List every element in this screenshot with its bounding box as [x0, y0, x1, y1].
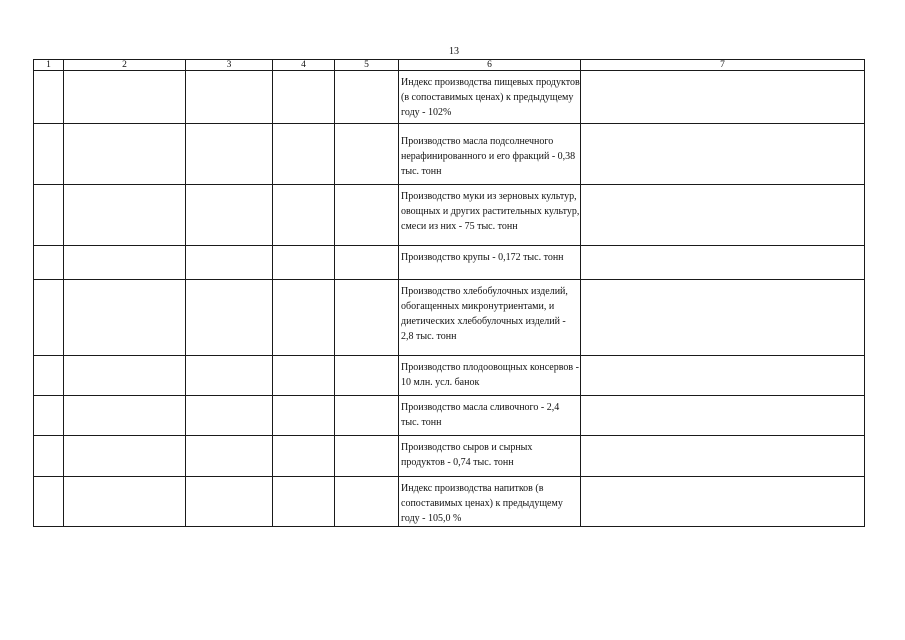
column-header-1: 1	[34, 60, 64, 71]
indicator-description: Производство хлебобулочных изделий, обогащенных микронутриентами, и диетических хлебобулочных изделий - 2,8 тыс. тонн	[399, 280, 581, 356]
indicator-description: Производство муки из зерновых культур, овощных и других растительных культур, смеси из них - 75 тыс. тонн	[399, 185, 581, 246]
table-row	[34, 396, 865, 436]
indicator-description: Производство плодоовощных консервов - 10 млн. усл. банок	[399, 356, 581, 396]
indicator-description: Индекс производства пищевых продуктов (в сопоставимых ценах) к предыдущему году - 102%	[399, 71, 581, 124]
column-header-5: 5	[335, 60, 399, 71]
table-row	[34, 246, 865, 280]
column-header-3: 3	[186, 60, 273, 71]
table-row	[34, 71, 865, 124]
page-number: 13	[449, 46, 459, 57]
table-row	[34, 477, 865, 527]
table-row	[34, 124, 865, 185]
indicator-description: Индекс производства напитков (в сопоставимых ценах) к предыдущему году - 105,0 %	[399, 477, 581, 527]
indicators-table	[33, 59, 865, 527]
table-row	[34, 185, 865, 246]
column-header-2: 2	[64, 60, 186, 71]
column-header-6: 6	[399, 60, 581, 71]
table-row	[34, 280, 865, 356]
indicator-description: Производство крупы - 0,172 тыс. тонн	[399, 246, 581, 280]
column-header-4: 4	[273, 60, 335, 71]
column-header-7: 7	[581, 60, 865, 71]
indicator-description: Производство масла сливочного - 2,4 тыс. тонн	[399, 396, 581, 436]
table-row	[34, 436, 865, 477]
indicator-description: Производство сыров и сырных продуктов - 0,74 тыс. тонн	[399, 436, 581, 477]
table-row	[34, 356, 865, 396]
indicator-description: Производство масла подсолнечного нерафинированного и его фракций - 0,38 тыс. тонн	[399, 124, 581, 185]
header-row	[34, 60, 865, 71]
